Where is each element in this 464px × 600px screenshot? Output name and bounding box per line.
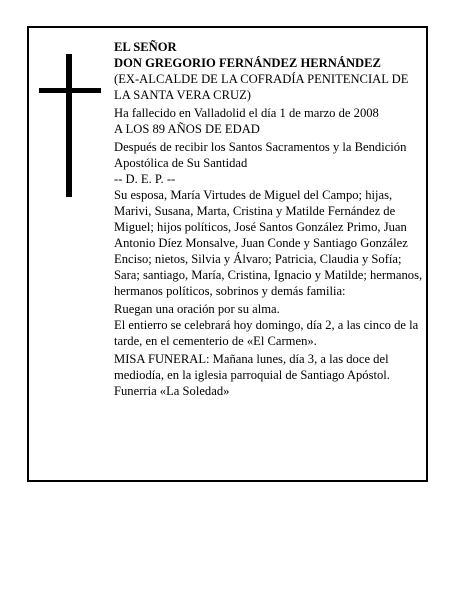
cross-horizontal-bar (39, 88, 101, 93)
deceased-name: DON GREGORIO FERNÁNDEZ HERNÁNDEZ (114, 55, 381, 70)
cross-vertical-bar (66, 54, 72, 197)
deceased-role: (EX-ALCALDE DE LA COFRADÍA PENITENCIAL DE LA SANTA VERA CRUZ) (114, 71, 409, 102)
funeral-mass-details: MISA FUNERAL: Mañana lunes, día 3, a las doce del mediodía, en la iglesia parroquial de Santiago Apóstol. (114, 352, 390, 383)
prayer-request: Ruegan una oración por su alma. (114, 302, 280, 316)
death-statement: Ha fallecido en Valladolid el día 1 de marzo de 2008 (114, 106, 379, 121)
latin-cross-icon (39, 54, 101, 197)
dep-line: -- D. E. P. -- (114, 172, 176, 187)
notice-title-line-1: EL SEÑOR (114, 40, 177, 54)
family-list: Su esposa, María Virtudes de Miguel del Campo; hijas, Marivi, Susana, Marta, Cristina y Matilde Fernández de Miguel; hijos políticos, José Santos González Primo, Juan Antonio Díez Monsalve, Juan Conde y Santiago González Enciso; nietos, Silvia y Álvaro; Patricia, Claudia y Sofía; Sara; santiago, María, Cristina, Ignacio y Matilde; hermanos, hermanos políticos, sobrinos y demás familia: (114, 188, 423, 298)
obituary-notice (27, 26, 428, 482)
funeral-home: Funerria «La Soledad» (114, 384, 230, 399)
age-statement: A LOS 89 AÑOS DE EDAD (114, 122, 260, 137)
burial-details: El entierro se celebrará hoy domingo, día 2, a las cinco de la tarde, en el cementerio de «El Carmen». (114, 317, 419, 348)
sacraments-statement: Después de recibir los Santos Sacramentos y la Bendición Apostólica de Su Santidad (114, 140, 407, 171)
notice-text (114, 40, 424, 400)
